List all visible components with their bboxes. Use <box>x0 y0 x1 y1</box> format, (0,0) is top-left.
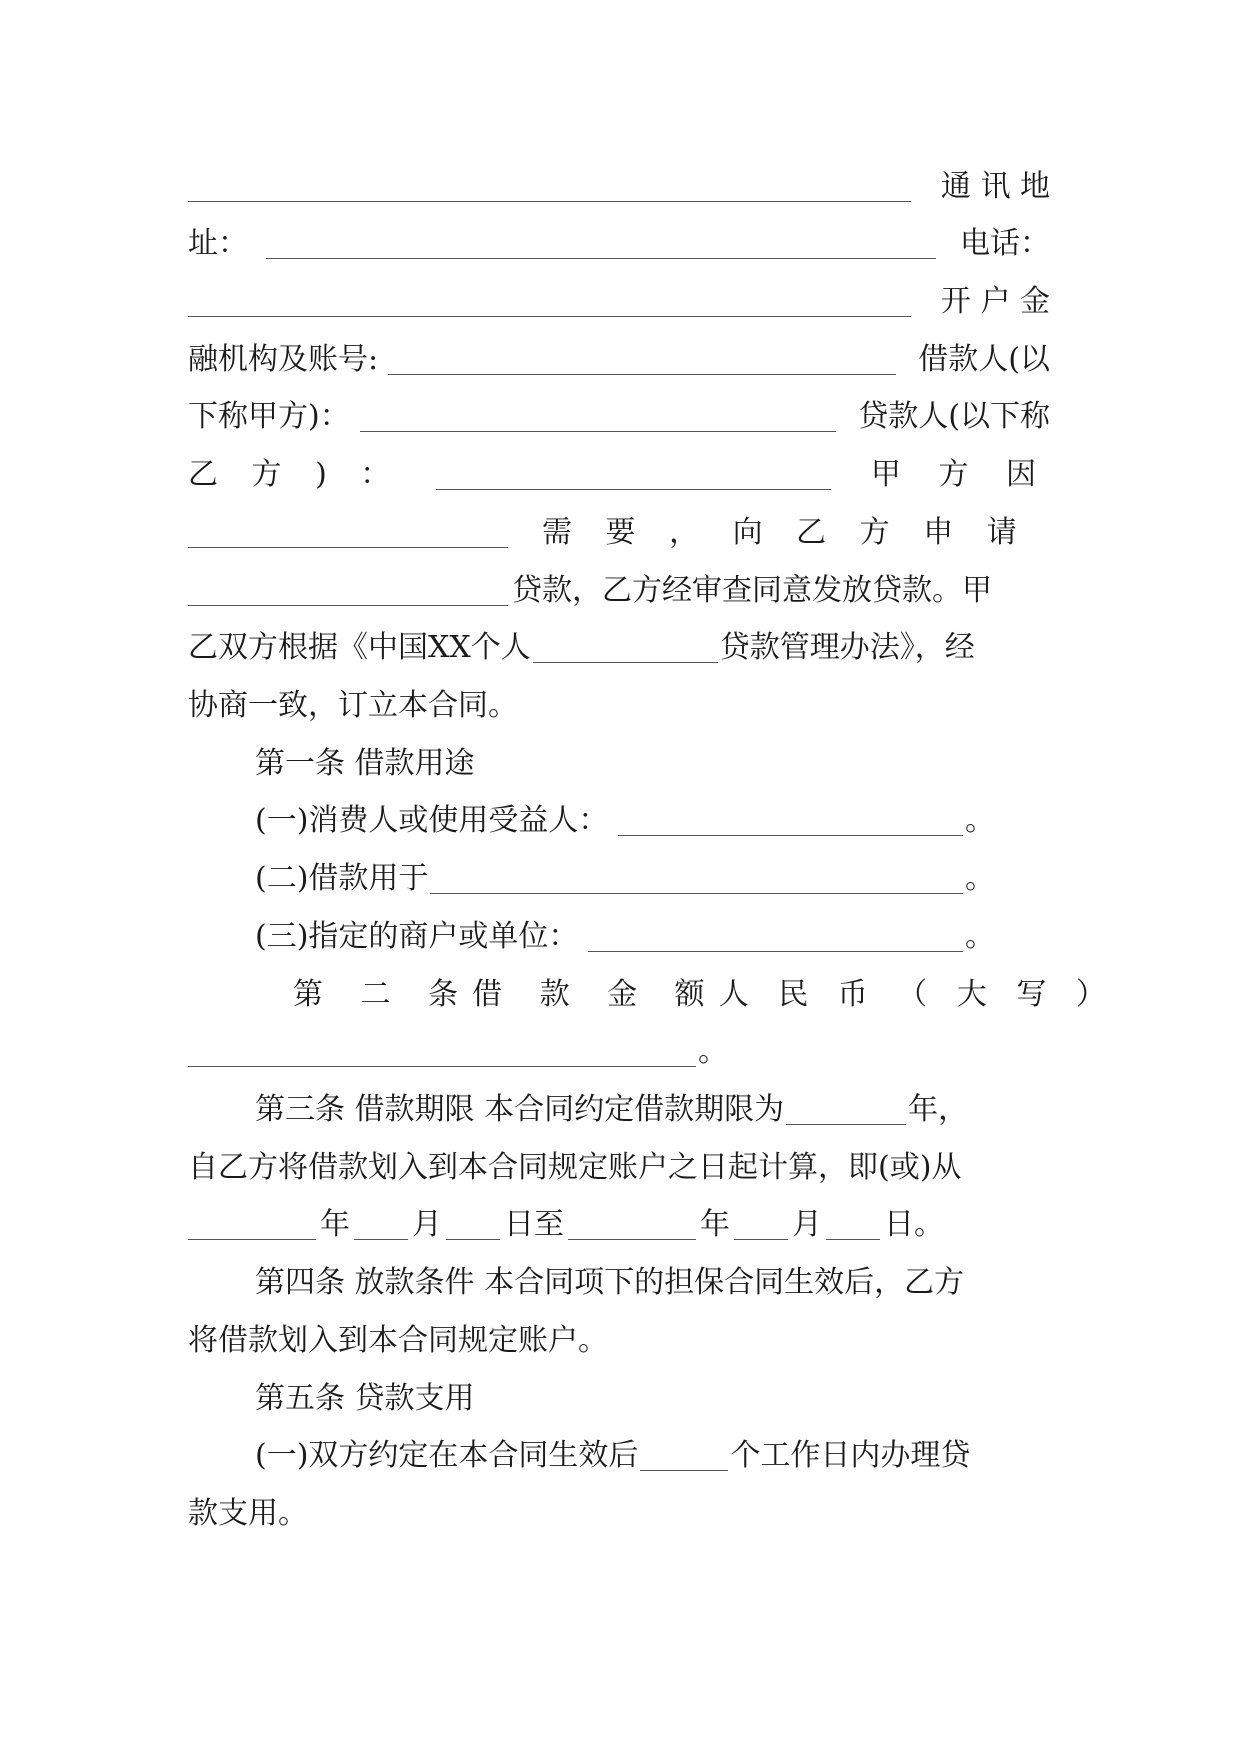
agreement-text: 协商一致，订立本合同。 <box>188 688 518 723</box>
line-need-apply <box>188 511 1050 555</box>
article-1-item-1 <box>255 799 995 843</box>
working-days-blank[interactable] <box>640 1440 728 1471</box>
borrower-label-part1: 借款人(以 <box>918 342 1050 377</box>
lender-blank[interactable] <box>436 459 831 490</box>
article-1-heading <box>255 742 1050 786</box>
article-1-item-3 <box>255 915 995 959</box>
term-blank[interactable] <box>786 1094 906 1125</box>
regulation-text-part2: 贷款管理办法》，经 <box>719 630 975 665</box>
line-amount <box>188 1030 1050 1074</box>
line-loan-approved <box>188 569 1050 613</box>
address-blank[interactable] <box>266 228 936 259</box>
bank-label-part1: 开 户 金 <box>940 284 1050 319</box>
period-mark: 。 <box>965 861 995 896</box>
borrower-blank[interactable] <box>360 401 837 432</box>
article-2-heading <box>293 973 1116 1017</box>
line-term-dates <box>188 1203 1050 1247</box>
end-month-blank[interactable] <box>734 1209 788 1240</box>
phone-blank[interactable] <box>188 286 911 317</box>
line-agreement <box>188 684 1050 728</box>
month-label: 月 <box>792 1207 822 1242</box>
article-3-text: 第三条 借款期限 本合同约定借款期限为 <box>255 1092 785 1127</box>
rmb-capital-label: 人 民 币 （ 大 写 ） <box>718 977 1116 1012</box>
line-regulation <box>188 626 1050 670</box>
term-unit: 年， <box>908 1092 969 1127</box>
disbursement-text-part2: 个工作日内办理贷 <box>730 1438 971 1473</box>
article-2-number: 第 二 条 <box>293 977 473 1012</box>
loan-use-blank[interactable] <box>430 863 963 894</box>
year-label: 年 <box>700 1207 730 1242</box>
phone-label: 电话： <box>960 226 1050 261</box>
day-to-label: 日至 <box>504 1207 564 1242</box>
apply-text: 需 要 ， 向 乙 方 申 请 <box>542 515 1029 550</box>
address-label-part2: 址： <box>188 226 248 261</box>
bank-label-part2: 融机构及账号: <box>188 342 379 377</box>
start-year-blank[interactable] <box>188 1209 316 1240</box>
start-month-blank[interactable] <box>354 1209 408 1240</box>
line-bank-borrower <box>188 338 1050 382</box>
article-5-item-1 <box>255 1434 1050 1478</box>
day-label: 日。 <box>884 1207 944 1242</box>
article-4-text: 第四条 放款条件 本合同项下的担保合同生效后，乙方 <box>255 1265 965 1300</box>
line-address-label <box>188 165 1050 209</box>
regulation-blank[interactable] <box>533 632 718 663</box>
article-2-title: 借 款 金 额 <box>472 977 719 1012</box>
borrower-label-part2: 下称甲方)： <box>188 399 350 434</box>
loan-type-blank[interactable] <box>188 575 508 606</box>
beneficiary-label: (一)消费人或使用受益人： <box>255 803 609 838</box>
article-3-line <box>255 1088 1065 1132</box>
end-year-blank[interactable] <box>568 1209 696 1240</box>
article-5-title: 第五条 贷款支用 <box>255 1381 475 1416</box>
bank-account-blank[interactable] <box>388 344 896 375</box>
reason-label: 甲 方 因 <box>870 457 1050 492</box>
start-day-blank[interactable] <box>446 1209 500 1240</box>
end-day-blank[interactable] <box>826 1209 880 1240</box>
address-label-part1: 通 讯 地 <box>940 169 1050 204</box>
merchant-label: (三)指定的商户或单位： <box>255 919 579 954</box>
line-borrower-lender <box>188 395 1050 439</box>
disbursement-text-part1: (一)双方约定在本合同生效后 <box>255 1438 639 1473</box>
regulation-text-part1: 乙双方根据《中国XX个人 <box>188 630 531 665</box>
loan-use-label: (二)借款用于 <box>255 861 429 896</box>
article-5-heading <box>255 1377 1050 1421</box>
amount-blank[interactable] <box>188 1036 696 1067</box>
merchant-blank[interactable] <box>588 921 963 952</box>
period-mark: 。 <box>698 1034 728 1069</box>
lender-label-part2: 乙 方 ) ： <box>188 457 403 492</box>
article-1-item-2 <box>255 857 995 901</box>
article-4-text-cont: 将借款划入到本合同规定账户。 <box>188 1323 608 1358</box>
lender-label-part1: 贷款人(以下称 <box>858 399 1050 434</box>
line-address-phone <box>188 222 1050 266</box>
beneficiary-blank[interactable] <box>618 805 963 836</box>
line-article-4-cont <box>188 1319 1050 1363</box>
line-term-start <box>188 1146 1050 1190</box>
need-blank[interactable] <box>188 517 508 548</box>
loan-approved-text: 贷款，乙方经审查同意发放贷款。甲 <box>512 573 992 608</box>
blank-field[interactable] <box>188 171 911 202</box>
line-bank-label <box>188 280 1050 324</box>
article-4-line <box>255 1261 1050 1305</box>
article-1-title: 第一条 借款用途 <box>255 746 475 781</box>
disbursement-text-cont: 款支用。 <box>188 1496 308 1531</box>
term-start-text: 自乙方将借款划入到本合同规定账户之日起计算，即(或)从 <box>188 1150 962 1185</box>
period-mark: 。 <box>965 919 995 954</box>
month-label: 月 <box>412 1207 442 1242</box>
period-mark: 。 <box>965 803 995 838</box>
line-lender-reason <box>188 453 1050 497</box>
year-label: 年 <box>320 1207 350 1242</box>
line-article-5-cont <box>188 1492 1050 1536</box>
